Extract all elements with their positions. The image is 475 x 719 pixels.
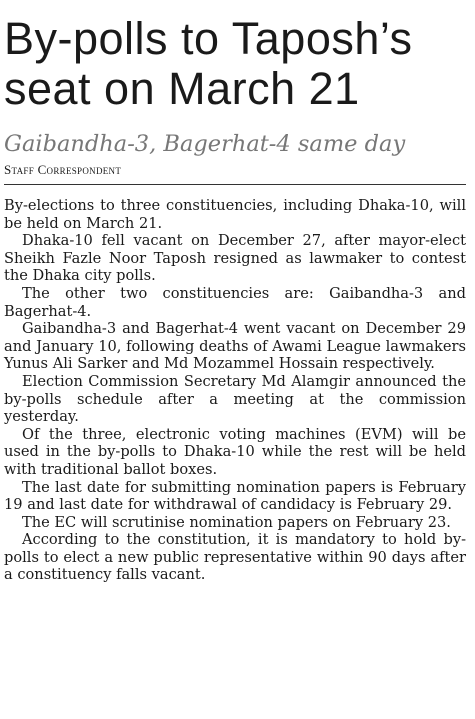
- paragraph: Of the three, electronic voting machines (EVM) will be used in the by-polls to Dhaka-10 while the rest will be held with traditional ballot boxes.: [4, 425, 466, 478]
- article-body: [4, 197, 466, 584]
- paragraph: Election Commission Secretary Md Alamgir announced the by-polls schedule after a meeting at the commission yesterday.: [4, 372, 466, 426]
- subheadline: Gaibandha-3, Bagerhat-4 same day: [4, 131, 406, 157]
- paragraph: The EC will scrutinise nomination papers on February 23.: [22, 513, 451, 531]
- paragraph: The other two constituencies are: Gaibandha-3 and Bagerhat-4.: [4, 284, 466, 320]
- byline-divider: [4, 184, 466, 185]
- paragraph: Dhaka-10 fell vacant on December 27, after mayor-elect Sheikh Fazle Noor Taposh resigned as lawmaker to contest the Dhaka city polls.: [4, 232, 466, 285]
- paragraph: By-elections to three constituencies, including Dhaka-10, will be held on March 21.: [4, 197, 466, 232]
- byline: Staff Correspondent: [4, 162, 122, 177]
- paragraph: According to the constitution, it is mandatory to hold by-polls to elect a new public representative within 90 days after a constituency falls vacant.: [4, 531, 466, 584]
- headline: By-polls to Taposh’s seat on March 21: [4, 13, 413, 114]
- paragraph: The last date for submitting nomination papers is February 19 and last date for withdrawal of candidacy is February 29.: [4, 478, 466, 514]
- news-article: [4, 0, 466, 584]
- paragraph: Gaibandha-3 and Bagerhat-4 went vacant on December 29 and January 10, following deaths of Awami League lawmakers Yunus Ali Sarker and Md Mozammel Hossain respectively.: [4, 320, 466, 373]
